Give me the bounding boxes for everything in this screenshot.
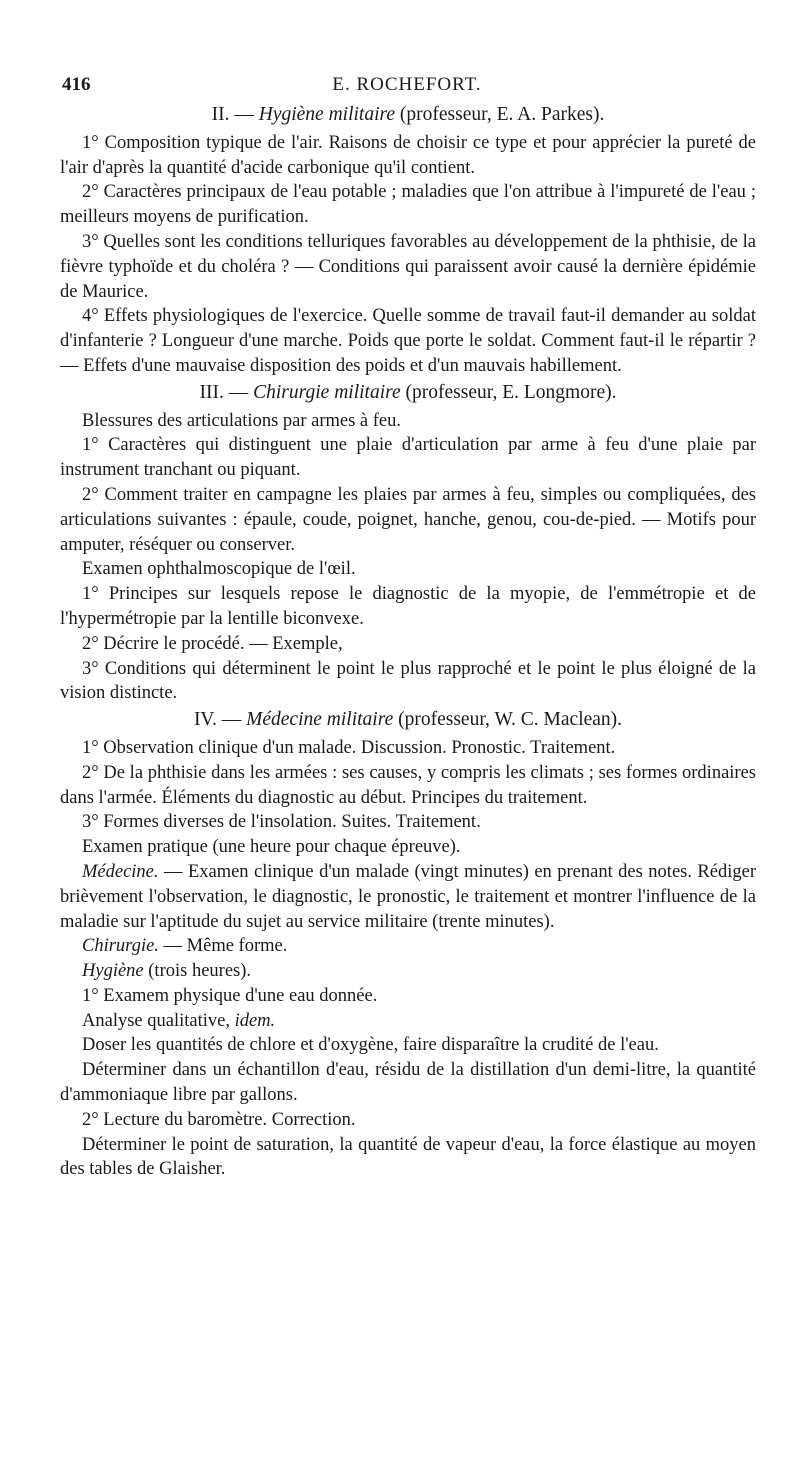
paragraph: Doser les quantités de chlore et d'oxygène, faire disparaître la crudité de l'eau. <box>82 1035 659 1056</box>
paragraph: 1° Examem physique d'une eau donnée. <box>82 985 378 1006</box>
paragraph: Examen ophthalmoscopique de l'œil. <box>82 559 356 580</box>
paragraph: Déterminer le point de saturation, la quantité de vapeur d'eau, la force élastique au moyen des tables de Glaisher. <box>60 1134 756 1180</box>
paragraph: Déterminer dans un échantillon d'eau, résidu de la distillation d'un demi-litre, la quantité d'ammoniaque libre par gallons. <box>60 1060 756 1106</box>
paragraph: 2° De la phthisie dans les armées : ses causes, y compris les climats ; ses formes ordinaires dans l'armée. Éléments du diagnostic au début. Principes du traitement. <box>60 762 756 808</box>
paragraph: 3° Quelles sont les conditions telluriques favorables au développement de la phthisie, de la fièvre typhoïde et du choléra ? — Conditions qui paraissent avoir causé la dernière épidémie de Maurice. <box>60 231 756 302</box>
paragraph: 3° Formes diverses de l'insolation. Suites. Traitement. <box>82 812 481 833</box>
heading-prefix: IV. — <box>193 709 247 731</box>
analyse-text: Analyse qualitative, <box>82 1010 235 1031</box>
paragraph <box>60 1009 756 1034</box>
heading-suffix: (professeur, E. Longmore). <box>400 381 617 403</box>
heading-title: Hygiène militaire <box>258 104 396 125</box>
paragraph: 3° Conditions qui déterminent le point le plus rapproché et le point le plus éloigné de la vision distincte. <box>60 658 756 704</box>
chirurgie-paragraph <box>60 934 756 959</box>
paragraph: Examen pratique (une heure pour chaque épreuve). <box>82 837 461 858</box>
section-heading-ii <box>60 103 756 128</box>
hygiene-paragraph <box>60 959 756 984</box>
paragraph: 1° Observation clinique d'un malade. Discussion. Pronostic. Traitement. <box>82 737 616 758</box>
heading-suffix: (professeur, W. C. Maclean). <box>393 709 623 731</box>
page-number: 416 <box>62 74 91 95</box>
page-body <box>60 101 756 1182</box>
heading-title: Chirurgie militaire <box>253 381 401 403</box>
heading-prefix: III. — <box>199 381 254 403</box>
idem-text: idem. <box>234 1010 276 1031</box>
page-header <box>62 74 752 100</box>
paragraph: 2° Lecture du baromètre. Correction. <box>82 1109 356 1130</box>
chirurgie-text: — Même forme. <box>158 936 288 957</box>
paragraph: 2° Caractères principaux de l'eau potable ; maladies que l'on attribue à l'impureté de l'eau ; meilleurs moyens de purification. <box>60 182 756 228</box>
paragraph: 1° Principes sur lesquels repose le diagnostic de la myopie, de l'emmétropie et de l'hypermétropie par la lentille biconvexe. <box>60 584 756 629</box>
hygiene-text: (trois heures). <box>143 961 252 982</box>
paragraph: 2° Décrire le procédé. — Exemple, <box>82 633 343 654</box>
heading-suffix: (professeur, E. A. Parkes). <box>395 104 605 125</box>
paragraph: 1° Composition typique de l'air. Raisons de choisir ce type et pour apprécier la pureté de l'air d'après la quantité d'acide carbonique qu'il contient. <box>60 132 756 178</box>
medecine-text: — Examen clinique d'un malade (vingt minutes) en prenant des notes. Rédiger brièvement l'observation, le diagnostic, le pronostic, le traitement et montrer l'influence de la maladie sur l'aptitude du sujet au service militaire (trente minutes). <box>60 861 756 932</box>
medecine-label: Médecine. <box>82 861 159 882</box>
section-heading-iii <box>60 381 756 406</box>
section-heading-iv <box>60 708 756 733</box>
hygiene-label: Hygiène <box>82 961 144 982</box>
medecine-paragraph <box>60 860 756 934</box>
paragraph: Blessures des articulations par armes à feu. <box>82 410 402 431</box>
running-title: E. ROCHEFORT. <box>332 74 482 95</box>
heading-prefix: II. — <box>211 104 259 125</box>
paragraph: 4° Effets physiologiques de l'exercice. Quelle somme de travail faut-il demander au soldat d'infanterie ? Longueur d'une marche. Poids que porte le soldat. Comment faut-il le répartir ? — Effets d'une mauvaise disposition des poids et d'un mauvais habillement. <box>60 306 756 376</box>
chirurgie-label: Chirurgie. <box>82 936 159 957</box>
heading-title: Médecine militaire <box>246 709 394 731</box>
paragraph: 2° Comment traiter en campagne les plaies par armes à feu, simples ou compliquées, des articulations suivantes : épaule, coude, poignet, hanche, genou, cou-de-pied. — Motifs pour amputer, réséquer ou conserver. <box>60 484 756 555</box>
paragraph: 1° Caractères qui distinguent une plaie d'articulation par arme à feu d'une plaie par instrument tranchant ou piquant. <box>60 435 756 481</box>
